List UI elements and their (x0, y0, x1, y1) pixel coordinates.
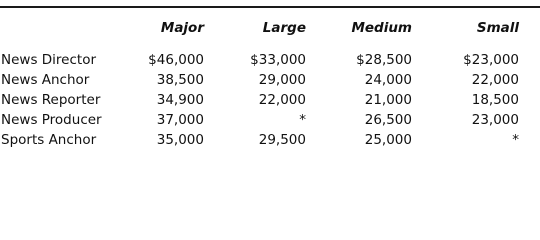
cell-medium: 26,500 (364, 112, 412, 128)
cell-major: 37,000 (156, 112, 204, 128)
cell-large: * (299, 112, 306, 128)
row-label: News Reporter (1, 92, 101, 108)
cell-large: 29,000 (258, 72, 306, 88)
row-label: News Producer (1, 112, 102, 128)
table-row (0, 92, 540, 112)
column-header-small: Small (476, 20, 519, 36)
cell-small: 18,500 (471, 92, 519, 108)
cell-medium: $28,500 (356, 52, 412, 68)
cell-small: 23,000 (471, 112, 519, 128)
table-row (0, 112, 540, 132)
cell-medium: 25,000 (364, 132, 412, 148)
top-rule (0, 6, 540, 8)
table-row (0, 52, 540, 72)
cell-small: 22,000 (471, 72, 519, 88)
cell-large: 22,000 (258, 92, 306, 108)
row-label: News Anchor (1, 72, 90, 88)
table-row (0, 132, 540, 152)
cell-small: * (512, 132, 519, 148)
cell-medium: 24,000 (364, 72, 412, 88)
row-label: Sports Anchor (1, 132, 97, 148)
cell-large: $33,000 (250, 52, 306, 68)
cell-major: 35,000 (156, 132, 204, 148)
column-header-major: Major (160, 20, 204, 36)
cell-major: 34,900 (156, 92, 204, 108)
cell-major: 38,500 (156, 72, 204, 88)
table-row (0, 72, 540, 92)
column-header-medium: Medium (351, 20, 412, 36)
cell-major: $46,000 (148, 52, 204, 68)
column-header-large: Large (262, 20, 306, 36)
cell-medium: 21,000 (364, 92, 412, 108)
cell-large: 29,500 (258, 132, 306, 148)
row-label: News Director (1, 52, 97, 68)
cell-small: $23,000 (463, 52, 519, 68)
